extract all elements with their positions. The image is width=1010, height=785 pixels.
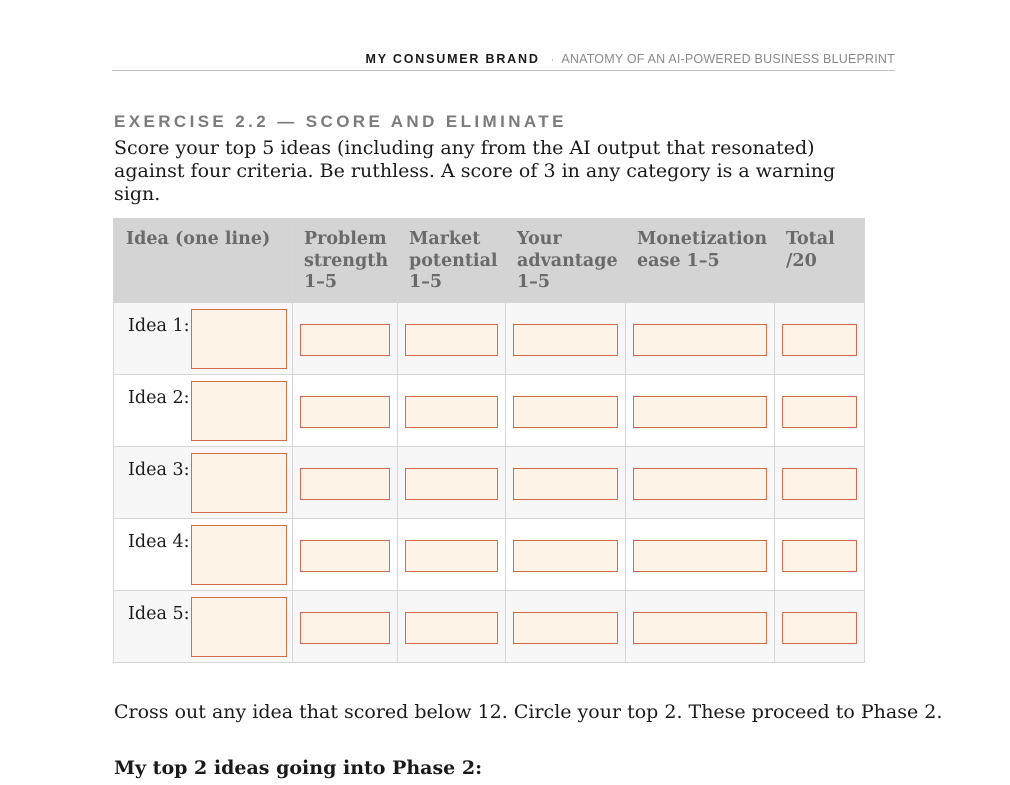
score-cell — [506, 446, 626, 518]
score-cell — [775, 518, 865, 590]
score-cell — [626, 518, 775, 590]
score-cell — [775, 302, 865, 374]
market-potential-score-field[interactable] — [405, 468, 498, 500]
score-cell — [775, 446, 865, 518]
idea-input-field[interactable] — [191, 525, 287, 585]
column-header-monetization-ease: Monetization ease 1–5 — [626, 219, 775, 303]
score-cell — [398, 446, 506, 518]
idea-cell — [114, 302, 293, 374]
idea-label: Idea 4: — [128, 531, 190, 552]
problem-strength-score-field[interactable] — [300, 396, 390, 428]
score-cell — [398, 590, 506, 662]
page-header — [112, 50, 895, 71]
score-cell — [398, 518, 506, 590]
score-cell — [506, 518, 626, 590]
column-header-problem-strength: Problem strength 1–5 — [293, 219, 398, 303]
header-separator: · — [550, 54, 555, 66]
idea-cell — [114, 374, 293, 446]
idea-cell — [114, 446, 293, 518]
score-cell — [293, 302, 398, 374]
table-header-row — [114, 219, 865, 303]
your-advantage-score-field[interactable] — [513, 612, 618, 644]
market-potential-score-field[interactable] — [405, 612, 498, 644]
market-potential-score-field[interactable] — [405, 396, 498, 428]
idea-label: Idea 1: — [128, 315, 190, 336]
market-potential-score-field[interactable] — [405, 324, 498, 356]
score-cell — [775, 590, 865, 662]
table-row — [114, 518, 865, 590]
score-cell — [293, 518, 398, 590]
your-advantage-score-field[interactable] — [513, 396, 618, 428]
idea-input-field[interactable] — [191, 597, 287, 657]
total-score-field[interactable] — [782, 612, 857, 644]
score-cell — [626, 446, 775, 518]
your-advantage-score-field[interactable] — [513, 468, 618, 500]
problem-strength-score-field[interactable] — [300, 540, 390, 572]
score-cell — [293, 374, 398, 446]
scoring-table — [113, 218, 865, 663]
idea-cell — [114, 518, 293, 590]
table-row — [114, 374, 865, 446]
idea-cell — [114, 590, 293, 662]
total-score-field[interactable] — [782, 324, 857, 356]
monetization-ease-score-field[interactable] — [633, 540, 767, 572]
monetization-ease-score-field[interactable] — [633, 612, 767, 644]
idea-input-field[interactable] — [191, 309, 287, 369]
exercise-intro: Score your top 5 ideas (including any from the AI output that resonated) against four criteria. Be ruthless. A score of 3 in any category is a warning sign. — [114, 137, 836, 205]
problem-strength-score-field[interactable] — [300, 468, 390, 500]
top-ideas-label: My top 2 ideas going into Phase 2: — [114, 757, 483, 779]
monetization-ease-score-field[interactable] — [633, 324, 767, 356]
elimination-instruction: Cross out any idea that scored below 12. Circle your top 2. These proceed to Phase 2. — [114, 701, 943, 723]
your-advantage-score-field[interactable] — [513, 540, 618, 572]
total-score-field[interactable] — [782, 396, 857, 428]
idea-input-field[interactable] — [191, 381, 287, 441]
monetization-ease-score-field[interactable] — [633, 468, 767, 500]
table-row — [114, 302, 865, 374]
column-header-total: Total /20 — [775, 219, 865, 303]
score-cell — [626, 590, 775, 662]
score-cell — [398, 374, 506, 446]
score-cell — [506, 590, 626, 662]
problem-strength-score-field[interactable] — [300, 612, 390, 644]
score-cell — [398, 302, 506, 374]
column-header-market-potential: Market potential 1–5 — [398, 219, 506, 303]
idea-label: Idea 3: — [128, 459, 190, 480]
total-score-field[interactable] — [782, 468, 857, 500]
idea-label: Idea 5: — [128, 603, 190, 624]
your-advantage-score-field[interactable] — [513, 324, 618, 356]
score-cell — [506, 374, 626, 446]
monetization-ease-score-field[interactable] — [633, 396, 767, 428]
problem-strength-score-field[interactable] — [300, 324, 390, 356]
idea-label: Idea 2: — [128, 387, 190, 408]
table-row — [114, 446, 865, 518]
table-row — [114, 590, 865, 662]
score-cell — [626, 302, 775, 374]
exercise-label: EXERCISE 2.2 — SCORE AND ELIMINATE — [114, 112, 567, 131]
idea-input-field[interactable] — [191, 453, 287, 513]
score-cell — [775, 374, 865, 446]
total-score-field[interactable] — [782, 540, 857, 572]
market-potential-score-field[interactable] — [405, 540, 498, 572]
document-subtitle: ANATOMY OF AN AI-POWERED BUSINESS BLUEPRINT — [561, 52, 895, 66]
score-cell — [506, 302, 626, 374]
score-cell — [293, 446, 398, 518]
brand-name: MY CONSUMER BRAND — [365, 52, 540, 66]
score-cell — [626, 374, 775, 446]
column-header-your-advantage: Your advantage 1–5 — [506, 219, 626, 303]
column-header-idea: Idea (one line) — [114, 219, 293, 303]
score-cell — [293, 590, 398, 662]
